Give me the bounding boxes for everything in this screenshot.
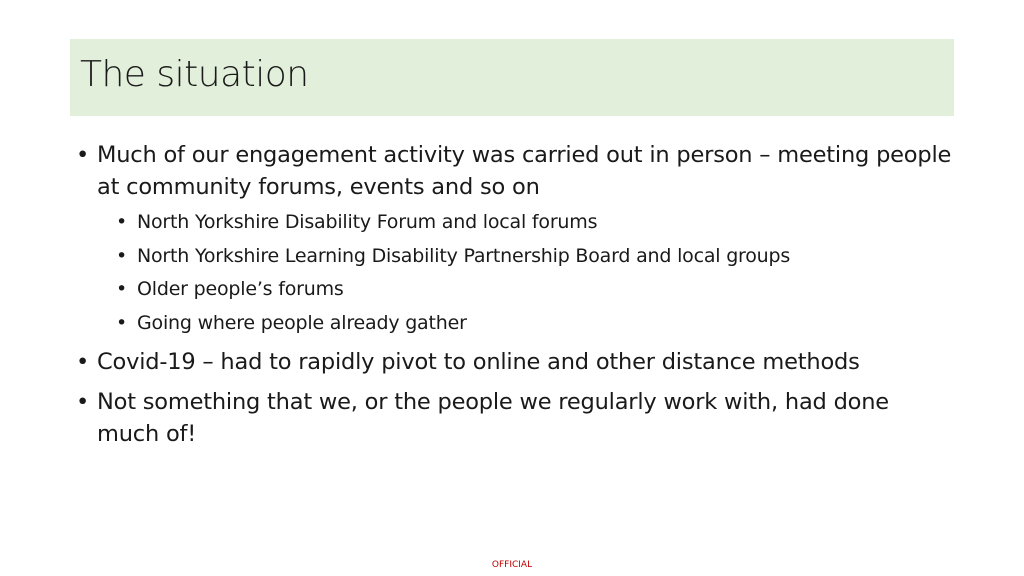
sub-bullet-item: • North Yorkshire Learning Disability Partnership Board and local groups <box>116 241 956 271</box>
title-band <box>70 39 954 116</box>
sub-bullet-item: • North Yorkshire Disability Forum and local forums <box>116 207 956 237</box>
classification-footer: OFFICIAL <box>491 560 533 570</box>
bullet-item <box>76 139 956 338</box>
slide-content <box>76 139 956 458</box>
slide-title: The situation <box>80 54 309 95</box>
bullet-text: Covid-19 – had to rapidly pivot to online and other distance methods <box>97 348 860 375</box>
bullet-text: Much of our engagement activity was carried out in person – meeting people at community forums, events and so on <box>97 142 952 200</box>
sub-bullet-list <box>116 207 956 338</box>
bullet-text: Not something that we, or the people we regularly work with, had done much of! <box>97 388 889 447</box>
sub-bullet-item: • Going where people already gather <box>116 308 956 338</box>
bullet-item <box>76 386 956 450</box>
bullet-item <box>76 346 956 378</box>
sub-bullet-item: • Older people’s forums <box>116 274 956 304</box>
